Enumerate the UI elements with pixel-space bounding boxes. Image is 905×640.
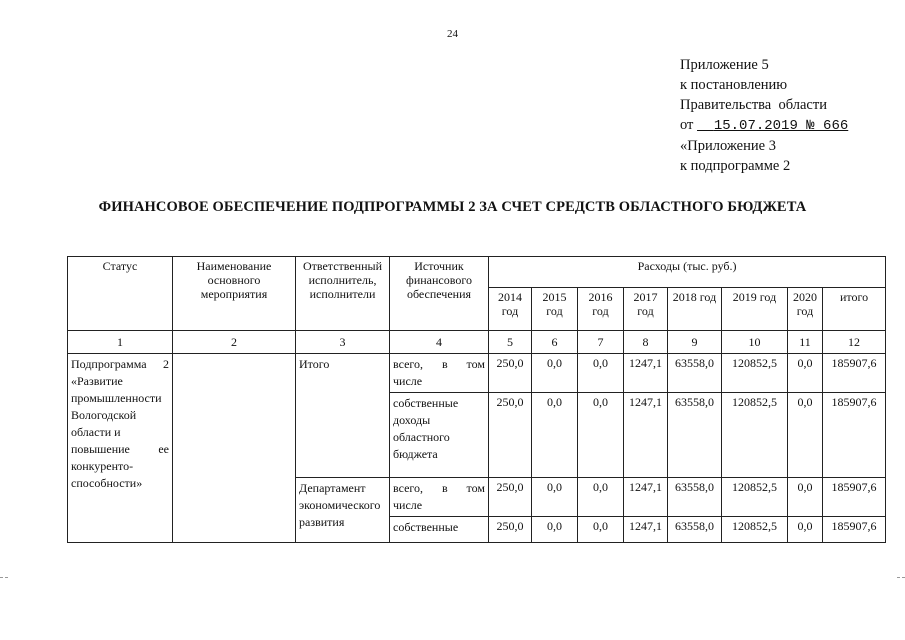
table-header-row-1 <box>68 257 886 288</box>
value-cell: 0,0 <box>532 393 578 478</box>
status-line: «Развитие <box>71 374 123 388</box>
approval-line-4 <box>680 115 848 136</box>
approval-date-value: 15.07.2019 № 666 <box>713 118 849 134</box>
value-cell: 63558,0 <box>668 478 722 517</box>
value-cell: 0,0 <box>578 517 624 543</box>
index-cell: 8 <box>624 331 668 354</box>
source-word: числе <box>393 374 423 388</box>
value-cell: 120852,5 <box>722 517 788 543</box>
approval-block <box>680 55 848 176</box>
header-name: Наименование основного мероприятия <box>173 257 296 331</box>
value-cell: 185907,6 <box>823 478 886 517</box>
index-cell: 2 <box>173 331 296 354</box>
value-cell: 185907,6 <box>823 517 886 543</box>
index-cell: 12 <box>823 331 886 354</box>
index-cell: 9 <box>668 331 722 354</box>
value-cell: 1247,1 <box>624 517 668 543</box>
approval-line-2: к постановлению <box>680 77 788 93</box>
value-cell: 250,0 <box>489 393 532 478</box>
header-year-2020: 2020 год <box>788 288 823 331</box>
status-line: области и <box>71 425 121 439</box>
page-number: 24 <box>447 28 458 40</box>
header-year-2019: 2019 год <box>722 288 788 331</box>
value-cell: 0,0 <box>788 478 823 517</box>
document-title: ФИНАНСОВОЕ ОБЕСПЕЧЕНИЕ ПОДПРОГРАММЫ 2 ЗА СЧЕТ СРЕДСТВ ОБЛАСТНОГО БЮДЖЕТА <box>98 199 807 215</box>
status-cell <box>68 354 173 543</box>
status-line: способности» <box>71 476 143 490</box>
name-cell <box>173 354 296 543</box>
value-cell: 0,0 <box>578 478 624 517</box>
index-cell: 3 <box>296 331 390 354</box>
value-cell: 250,0 <box>489 478 532 517</box>
index-cell: 5 <box>489 331 532 354</box>
value-cell: 1247,1 <box>624 354 668 393</box>
header-expenses: Расходы (тыс. руб.) <box>489 257 886 288</box>
value-cell: 1247,1 <box>624 393 668 478</box>
approval-line-3: Правительства области <box>680 97 827 113</box>
status-line: 2 <box>163 357 169 371</box>
value-cell: 120852,5 <box>722 393 788 478</box>
value-cell: 0,0 <box>532 478 578 517</box>
table-row <box>68 354 886 393</box>
value-cell: 0,0 <box>578 393 624 478</box>
header-year-2018: 2018 год <box>668 288 722 331</box>
value-cell: 185907,6 <box>823 393 886 478</box>
source-word: в <box>441 357 448 371</box>
index-cell: 4 <box>390 331 489 354</box>
header-year-2016: 2016 год <box>578 288 624 331</box>
value-cell: 0,0 <box>532 517 578 543</box>
source-word: том <box>466 481 485 495</box>
header-status: Статус <box>68 257 173 331</box>
header-executor: Ответственный исполнитель, исполнители <box>296 257 390 331</box>
source-cell: собственные <box>390 517 489 543</box>
header-year-2014: 2014 год <box>489 288 532 331</box>
index-cell: 7 <box>578 331 624 354</box>
right-margin-mark <box>897 577 905 578</box>
value-cell: 63558,0 <box>668 517 722 543</box>
index-row <box>68 331 886 354</box>
approval-line-6: к подпрограмме 2 <box>680 158 791 174</box>
status-line: ее <box>158 442 169 456</box>
status-line: Вологодской <box>71 408 137 422</box>
value-cell: 250,0 <box>489 354 532 393</box>
header-source: Источник финансового обеспечения <box>390 257 489 331</box>
value-cell: 1247,1 <box>624 478 668 517</box>
value-cell: 250,0 <box>489 517 532 543</box>
source-cell <box>390 478 489 517</box>
value-cell: 120852,5 <box>722 354 788 393</box>
index-cell: 10 <box>722 331 788 354</box>
source-cell <box>390 354 489 393</box>
value-cell: 120852,5 <box>722 478 788 517</box>
value-cell: 0,0 <box>788 393 823 478</box>
source-cell: собственные доходы областного бюджета <box>390 393 489 478</box>
value-cell: 63558,0 <box>668 393 722 478</box>
status-line: Подпрограмма <box>71 357 147 371</box>
value-cell: 185907,6 <box>823 354 886 393</box>
status-line: повышение <box>71 442 130 456</box>
approval-date <box>697 118 848 134</box>
value-cell: 0,0 <box>788 354 823 393</box>
index-cell: 1 <box>68 331 173 354</box>
value-cell: 0,0 <box>532 354 578 393</box>
left-margin-mark <box>0 577 8 578</box>
approval-date-prefix: от <box>680 117 694 133</box>
executor-cell: Департамент экономического развития <box>296 478 390 543</box>
status-line: промышленности <box>71 391 162 405</box>
approval-line-5: «Приложение 3 <box>680 138 776 154</box>
value-cell: 0,0 <box>578 354 624 393</box>
header-year-2017: 2017 год <box>624 288 668 331</box>
source-word: числе <box>393 498 423 512</box>
header-total: итого <box>823 288 886 331</box>
source-word: всего, <box>393 357 424 371</box>
approval-line-1: Приложение 5 <box>680 57 769 73</box>
financing-table <box>67 256 886 543</box>
source-word: том <box>466 357 485 371</box>
status-line: конкуренто- <box>71 459 134 473</box>
index-cell: 11 <box>788 331 823 354</box>
source-word: всего, <box>393 481 424 495</box>
header-year-2015: 2015 год <box>532 288 578 331</box>
source-word: в <box>441 481 448 495</box>
value-cell: 0,0 <box>788 517 823 543</box>
executor-cell: Итого <box>296 354 390 478</box>
index-cell: 6 <box>532 331 578 354</box>
value-cell: 63558,0 <box>668 354 722 393</box>
